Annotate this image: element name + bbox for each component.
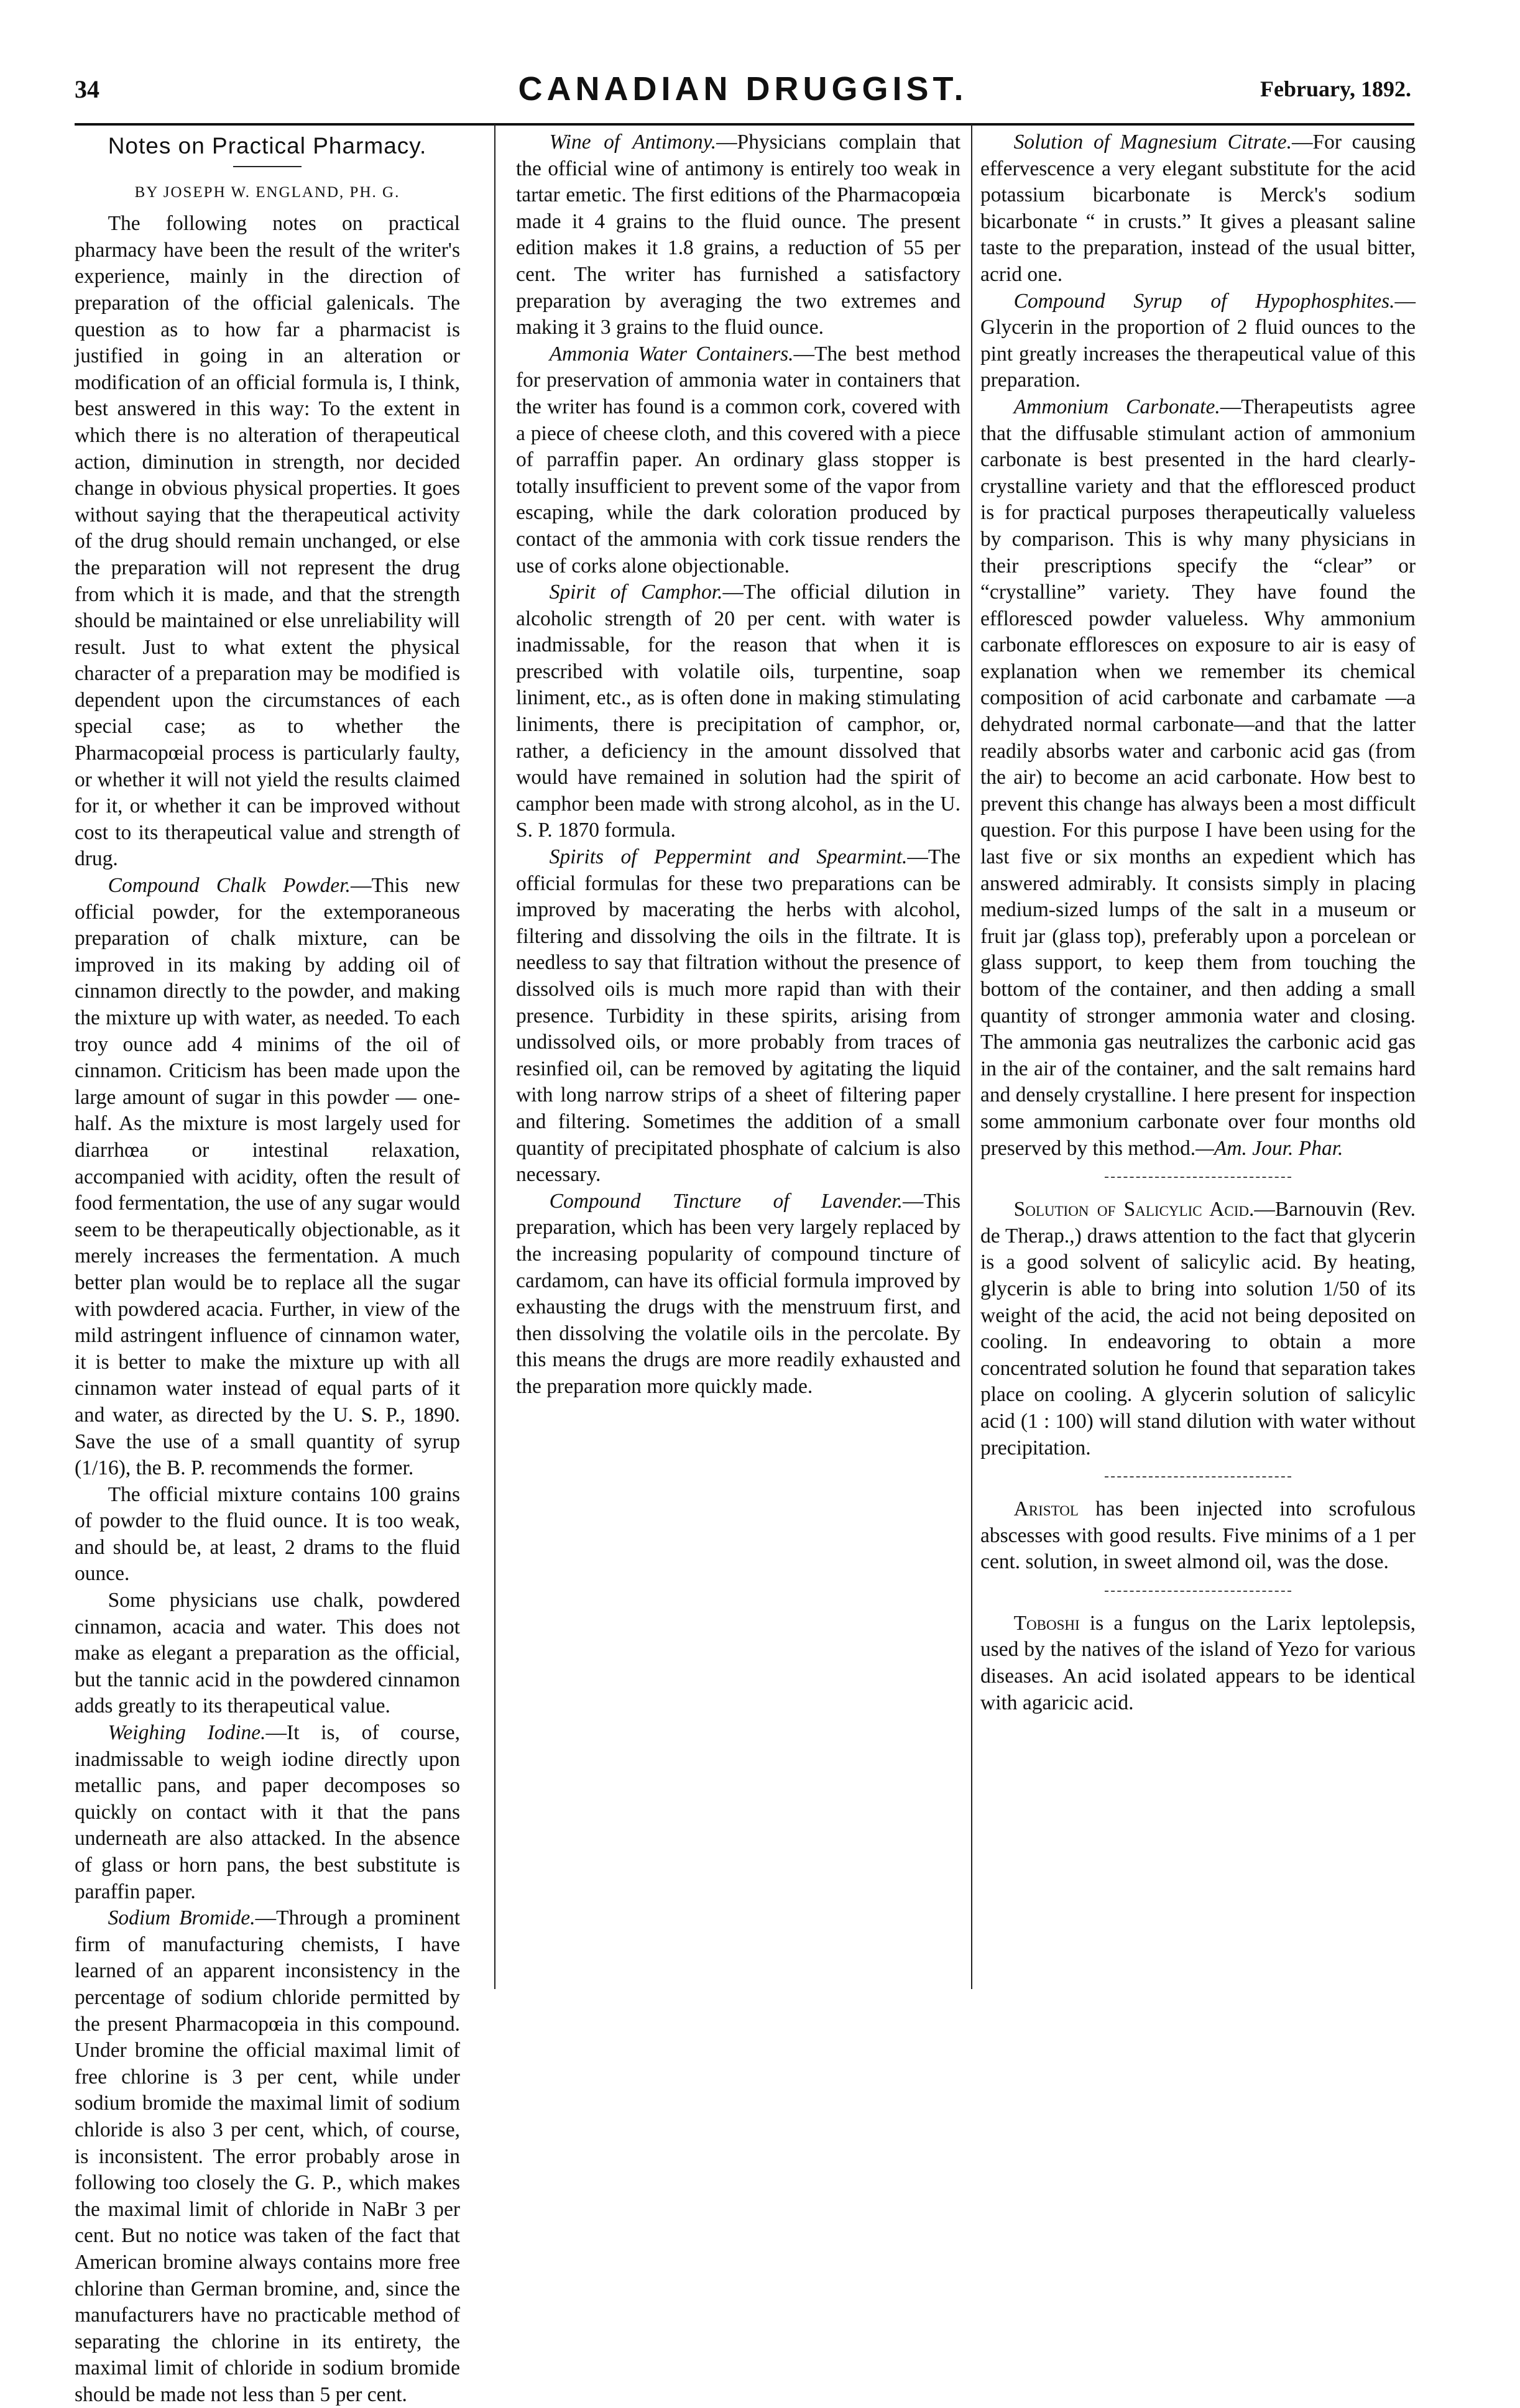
magnesium-text: —For causing effervescence a very elegant substitute for the acid potassium bicarbonate is Merck's sodium bicarbonate “ in crusts.” It gives a pleasant saline taste to the preparation, instead of the usual bitter, acrid one. xyxy=(980,131,1416,286)
carbonate-paragraph xyxy=(980,394,1416,1162)
column-divider xyxy=(971,124,972,1989)
salicylic-heading: Solution of Salicylic Acid. xyxy=(1013,1198,1255,1221)
antimony-text: —Physicians complain that the official wine of antimony is entirely too weak in tartar emetic. The first editions of the Pharmacopœia made it 4 grains to the fluid ounce. The present edition makes it 1.8 grains, a reduction of 55 per cent. The writer has furnished a satisfactory preparation by averaging the two extremes and making it 3 grains to the fluid ounce. xyxy=(516,131,960,339)
iodine-paragraph xyxy=(75,1720,460,1905)
chalk-paragraph-3: Some physicians use chalk, powdered cinnamon, acacia and water. This does not make as elegant a preparation as the official, but the tannic acid in the powdered cinnamon adds greatly to its therapeutical value. xyxy=(75,1589,460,1718)
ammonia-text: —The best method for preservation of ammonia water in containers that the writer has found is a common cork, covered with a piece of cheese cloth, and this covered with a piece of parraffin paper. An ordinary glass stopper is totally insufficient to prevent some of the vapor from escaping, while the dark coloration produced by contact of the ammonia with cork tissue renders the use of corks alone objectionable. xyxy=(516,342,960,577)
column-2 xyxy=(516,129,960,1400)
chalk-paragraph-2: The official mixture contains 100 grains of powder to the fluid ounce. It is too weak, and should be, at least, 2 drams to the fluid ounce. xyxy=(75,1482,460,1586)
issue-date: February, 1892. xyxy=(1260,76,1411,101)
antimony-paragraph xyxy=(516,129,960,341)
header-rule xyxy=(75,123,1414,126)
title-rule xyxy=(233,166,302,167)
iodine-heading: Weighing Iodine. xyxy=(108,1721,266,1745)
section-divider xyxy=(1105,1591,1291,1592)
aristol-heading: Aristol xyxy=(1013,1497,1079,1521)
toboshi-heading: Toboshi xyxy=(1013,1611,1080,1635)
aristol-text: has been injected into scrofulous abscesses with good results. Five minims of a 1 per cent. solution, in sweet almond oil, was the dose. xyxy=(980,1497,1416,1574)
chalk-text: —This new official powder, for the extemporaneous preparation of chalk mixture, can be improved in its making by adding oil of cinnamon directly to the powder, and making the mixture up with water, as needed. To each troy ounce add 4 minims of the oil of cinnamon. Criticism has been made upon the large amount of sugar in this powder — one-half. As the mixture is most largely used for diarrhœa or intestinal relaxation, accompanied with acidity, often the result of food fermentation, the use of any sugar would seem to be therapeutically objectionable, as it merely increases the fermentation. A much better plan would be to replace all the sugar with powdered acacia. Further, in view of the mild astringent influence of cinnamon water, it is better to make the mixture up with all cinnamon water instead of equal parts of it and water, as directed by the U. S. P., 1890. Save the use of a small quantity of syrup (1/16), the B. P. recommends the former. xyxy=(75,874,461,1480)
hypophosphites-heading: Compound Syrup of Hypophosphites. xyxy=(1013,289,1395,313)
peppermint-text: —The official formulas for these two preparations can be improved by macerating the herbs with alcohol, filtering and dissolving the oils in the filtrate. It is needless to say that filtration without the presence of dissolved oils is much more rapid than with their presence. Turbidity in these spirits, arising from undissolved oils, or more probably from traces of resinfied oil, can be removed by agitating the liquid with long narrow strips of a sheet of filtering paper and filtering. Sometimes the addition of a small quantity of precipitated phosphate of calcium is also necessary. xyxy=(516,845,960,1187)
article-title: Notes on Practical Pharmacy. xyxy=(108,133,427,159)
carbonate-heading: Ammonium Carbonate. xyxy=(1013,395,1220,418)
page-header xyxy=(75,70,1411,119)
camphor-heading: Spirit of Camphor. xyxy=(549,581,723,604)
magnesium-heading: Solution of Magnesium Citrate. xyxy=(1013,131,1292,154)
aristol-paragraph xyxy=(980,1496,1416,1576)
camphor-text: —The official dilution in alcoholic strength of 20 per cent. with water is inadmissable, for the reason that when it is prescribed with volatile oils, turpentine, soap liniment, etc., as is often done in making stimulating liniments, there is precipitation of camphor, or, rather, a deficiency in the amount dissolved that would have remained in solution had the spirit of camphor been made with strong alcohol, as in the U. S. P. 1870 formula. xyxy=(516,581,960,842)
lavender-heading: Compound Tincture of Lavender. xyxy=(549,1189,903,1213)
toboshi-paragraph xyxy=(980,1611,1416,1716)
magnesium-paragraph xyxy=(980,129,1416,288)
journal-title: CANADIAN DRUGGIST. xyxy=(518,70,968,108)
chalk-heading: Compound Chalk Powder. xyxy=(108,874,351,898)
column-3 xyxy=(980,129,1416,1716)
iodine-text: —It is, of course, inadmissable to weigh iodine directly upon metallic pans, and paper decomposes so quickly on contact with it that the pans underneath are also attacked. In the absence of glass or horn pans, the best substitute is paraffin paper. xyxy=(75,1721,460,1903)
source-citation: —Am. Jour. Phar. xyxy=(1195,1136,1343,1160)
antimony-heading: Wine of Antimony. xyxy=(549,131,717,154)
salicylic-text: —Barnouvin (Rev. de Therap.,) draws attention to the fact that glycerin is a good solvent of salicylic acid. By heating, glycerin is able to bring into solution 1/50 of its weight of the acid, the acid not being deposited on cooling. In endeavoring to obtain a more concentrated solution he found that separation takes place on cooling. A glycerin solution of salicylic acid (1 : 100) will stand dilution with water without precipitation. xyxy=(980,1198,1416,1459)
intro-paragraph: The following notes on practical pharmacy have been the result of the writer's experience, mainly in the direction of preparation of the official galenicals. The question as to how far a pharmacist is justified in going in an alteration or modification of an official formula is, I think, best answered in this way: To the extent in which there is no alteration of therapeutical action, diminution in strength, nor decided change in obvious physical properties. It goes without saying that the therapeutical activity of the drug should remain unchanged, or else the preparation will not represent the drug from which it is made, and that the strength should be maintained or else unreliability will result. Just to what extent the physical character of a preparation may be modified is dependent upon the circumstances of each special case; as to whether the Pharmacopœial process is particularly faulty, or whether it will not yield the results claimed for it, or whether it can be improved without cost to its therapeutical value and strength of drug. xyxy=(75,212,460,871)
column-divider xyxy=(494,124,495,1989)
ammonia-heading: Ammonia Water Containers. xyxy=(549,342,794,365)
carbonate-text: —Therapeutists agree that the diffusable stimulant action of ammonium carbonate is best presented in the hard clearly-crystalline variety and that the effloresced product is for practical purposes therapeutically valueless by comparison. This is why many physicians in their prescriptions specify the “clear” or “crystalline” variety. They have found the effloresced powder valueless. Why ammonium carbonate effloresces on exposure to air is easy of explanation when we remember its chemical composition of acid carbonate and carbamate —a dehydrated normal carbonate—and that the latter readily absorbs water and carbonic acid gas (from the air) to become an acid carbonate. How best to prevent this change has always been a most difficult question. For this purpose I have been using for the last five or six months an expedient which has answered admirably. It consists simply in placing medium-sized lumps of the salt in a museum or fruit jar (glass top), preferably upon a porcelean or glass support, to keep them from touching the bottom of the container, and then adding a small quantity of stronger ammonia water and closing. The ammonia gas neutralizes the carbonic acid gas in the air of the container, and the salt remains hard and densely crystalline. I here present for inspection some ammonium carbonate over four months old preserved by this method. xyxy=(980,395,1416,1160)
page-number: 34 xyxy=(75,75,99,103)
hypophosphites-paragraph xyxy=(980,288,1416,394)
bromide-paragraph xyxy=(75,1905,460,2408)
bromide-heading: Sodium Bromide. xyxy=(108,1906,256,1930)
hypophosphites-text: —Glycerin in the proportion of 2 fluid ounces to the pint greatly increases the therapeutical value of this preparation. xyxy=(980,289,1416,392)
lavender-paragraph xyxy=(516,1188,960,1400)
salicylic-paragraph xyxy=(980,1197,1416,1461)
camphor-paragraph xyxy=(516,579,960,844)
column-1 xyxy=(75,129,460,2408)
toboshi-text: is a fungus on the Larix leptolepsis, used by the natives of the island of Yezo for various diseases. An acid isolated appears to be identical with agaricic acid. xyxy=(980,1611,1416,1714)
lavender-text: —This preparation, which has been very largely replaced by the increasing popularity of compound tincture of cardamom, can have its official formula improved by exhausting the drugs with the menstruum first, and then dissolving the volatile oils in the percolate. By this means the drugs are more readily exhausted and the preparation more quickly made. xyxy=(516,1189,960,1398)
section-divider xyxy=(1105,1476,1291,1477)
byline: BY JOSEPH W. ENGLAND, PH. G. xyxy=(134,183,400,201)
bromide-text: —Through a prominent firm of manufacturing chemists, I have learned of an apparent inconsistency in the percentage of sodium chloride permitted by the present Pharmacopœia in this compound. Under bromine the official maximal limit of free chlorine is 3 per cent, while under sodium bromide the maximal limit of sodium chloride is also 3 per cent, which, of course, is inconsistent. The error probably arose in following too closely the G. P., which makes the maximal limit of chloride in NaBr 3 per cent. But no notice was taken of the fact that American bromine always contains more free chlorine than German bromine, and, since the manufacturers have no practicable method of separating the chlorine in its entirety, the maximal limit of chloride in sodium bromide should be made not less than 5 per cent. xyxy=(75,1906,460,2406)
chalk-paragraph xyxy=(75,873,460,1482)
section-divider xyxy=(1105,1177,1291,1178)
peppermint-paragraph xyxy=(516,844,960,1188)
ammonia-paragraph xyxy=(516,341,960,579)
peppermint-heading: Spirits of Peppermint and Spearmint. xyxy=(549,845,908,869)
